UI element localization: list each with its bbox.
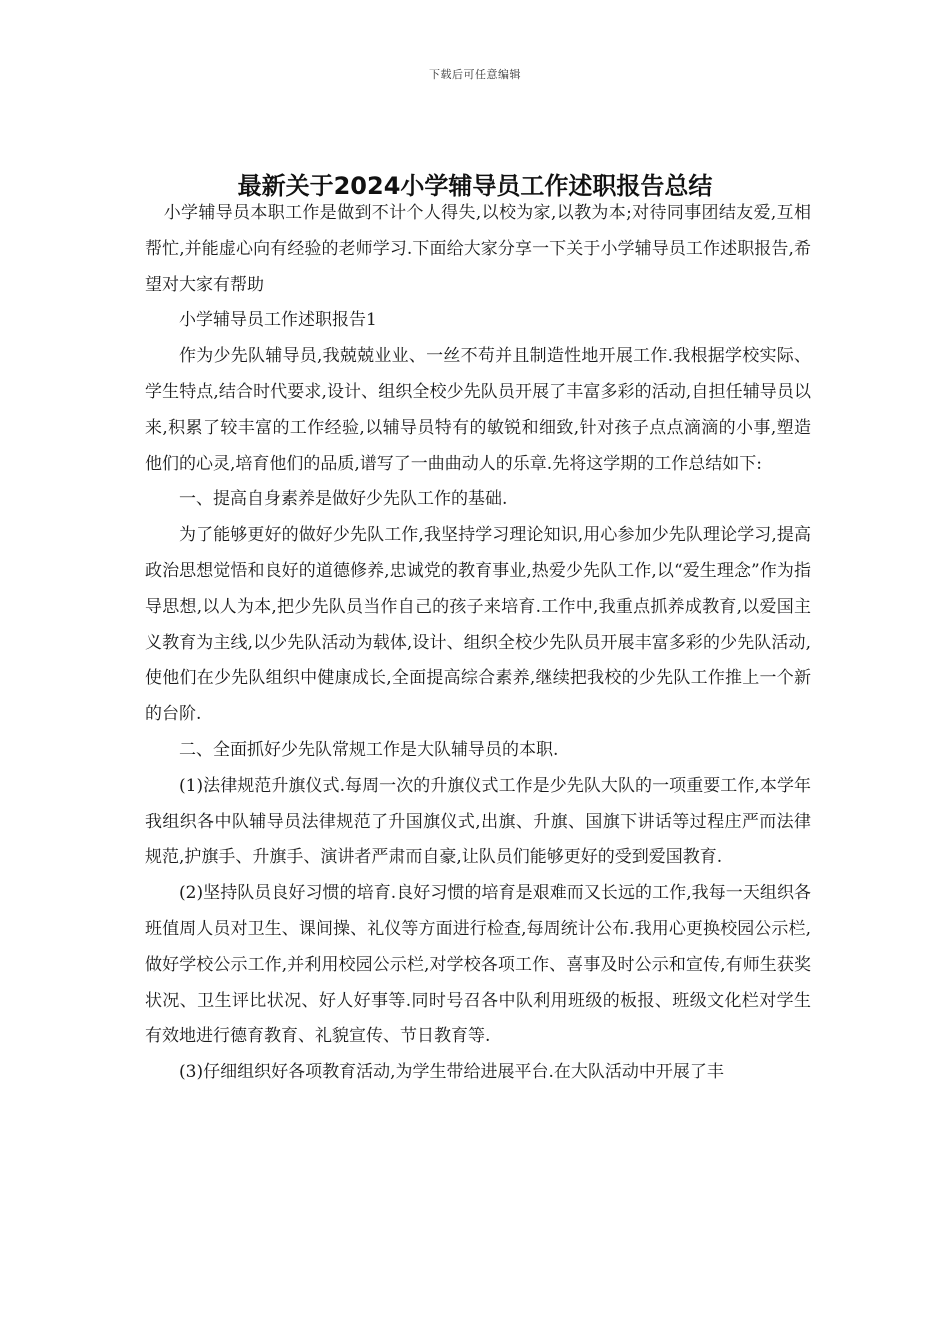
intro-paragraph: 小学辅导员本职工作是做到不计个人得失,以校为家,以教为本;对待同事团结友爱,互相帮忙,并能虚心向有经验的老师学习.下面给大家分享一下关于小学辅导员工作述职报告,希望对大家有帮助 [145, 203, 811, 295]
section-heading: 小学辅导员工作述职报告1 [179, 310, 377, 331]
body-paragraph: (2)坚持队员良好习惯的培育.良好习惯的培育是艰难而又长远的工作,我每一天组织各班值周人员对卫生、课间操、礼仪等方面进行检查,每周统计公布.我用心更换校园公示栏,做好学校公示工作,并利用校园公示栏,对学校各项工作、喜事及时公示和宣传,有师生获奖状况、卫生评比状况、好人好事等.同时号召各中队利用班级的板报、班级文化栏对学生有效地进行德育教育、礼貌宣传、节日教育等. [145, 883, 811, 1047]
body-paragraph: 作为少先队辅导员,我兢兢业业、一丝不苟并且制造性地开展工作.我根据学校实际、学生特点,结合时代要求,设计、组织全校少先队员开展了丰富多彩的活动,自担任辅导员以来,积累了较丰富的工作经验,以辅导员特有的敏锐和细致,针对孩子点点滴滴的小事,塑造他们的心灵,培育他们的品质,谱写了一曲曲动人的乐章.先将这学期的工作总结如下: [145, 346, 811, 474]
body-paragraph: 为了能够更好的做好少先队工作,我坚持学习理论知识,用心参加少先队理论学习,提高政治思想觉悟和良好的道德修养,忠诚党的教育事业,热爱少先队工作,以“爱生理念”作为指导思想,以人为本,把少先队员当作自己的孩子来培育.工作中,我重点抓养成教育,以爱国主义教育为主线,以少先队活动为载体,设计、组织全校少先队员开展丰富多彩的少先队活动,使他们在少先队组织中健康成长,全面提高综合素养,继续把我校的少先队工作推上一个新的台阶. [145, 525, 811, 725]
document-body [145, 196, 811, 1091]
subheading-paragraph: 二、全面抓好少先队常规工作是大队辅导员的本职. [179, 739, 559, 760]
subheading-paragraph: 一、提高自身素养是做好少先队工作的基础. [179, 489, 508, 510]
header-note: 下载后可任意编辑 [429, 68, 521, 81]
body-paragraph: (3)仔细组织好各项教育活动,为学生带给进展平台.在大队活动中开展了丰 [179, 1062, 724, 1083]
document-title: 最新关于2024小学辅导员工作述职报告总结 [237, 172, 713, 201]
body-paragraph: (1)法律规范升旗仪式.每周一次的升旗仪式工作是少先队大队的一项重要工作,本学年我组织各中队辅导员法律规范了升国旗仪式,出旗、升旗、国旗下讲话等过程庄严而法律规范,护旗手、升旗手、演讲者严肃而自豪,让队员们能够更好的受到爱国教育. [145, 775, 811, 868]
